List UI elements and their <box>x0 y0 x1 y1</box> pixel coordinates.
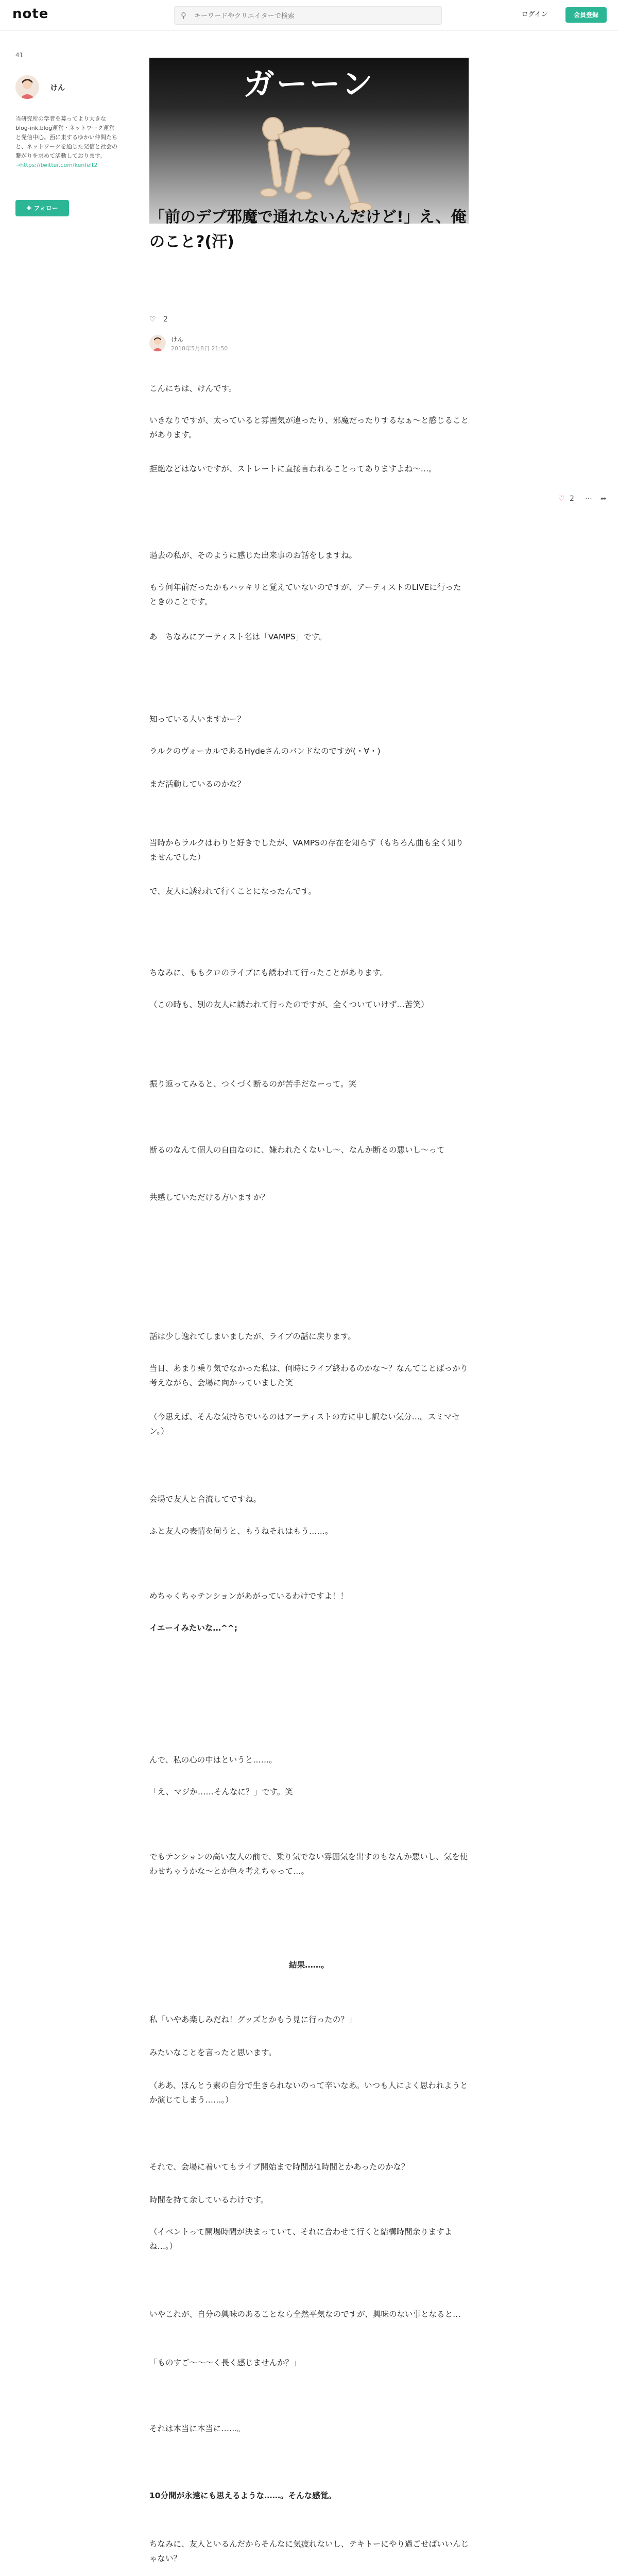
follow-button[interactable] <box>15 200 69 216</box>
paragraph: それで、会場に着いてもライブ開始まで時間が1時間とかあったのかな？ <box>149 2162 409 2172</box>
heart-icon[interactable]: ♡ <box>149 315 156 324</box>
article-title: 「前のデブ邪魔で通れないんだけど!」え、俺のこと?(汗) <box>149 208 467 251</box>
paragraph: いやこれが、自分の興味のあることなら全然平気なのですが、興味のない事となると… <box>149 2310 461 2319</box>
float-like-count: 2 <box>570 495 574 503</box>
float-heart-icon[interactable]: ♡ <box>558 495 565 503</box>
paragraph: 結果……。 <box>289 1960 329 1970</box>
paragraph: 共感していただける方いますか？ <box>149 1193 269 1202</box>
paragraph: でもテンションの高い友人の前で、乗り気でない雰囲気を出すのもなんか悪いし、気を使わせちゃうかな〜とか色々考えちゃって…。 <box>149 1852 468 1876</box>
paragraph: （今思えば、そんな気持ちでいるのはアーティストの方に申し訳ない気分…。スミマセン。） <box>149 1412 460 1436</box>
more-icon[interactable]: ⋯ <box>585 495 592 503</box>
paragraph: 会場で友人と合流してですね。 <box>149 1495 262 1504</box>
paragraph: 断るのなんて個人の自由なのに、嫌われたくないし〜、なんか断るの悪いし〜って <box>149 1145 445 1155</box>
paragraph: 10分間が永遠にも思えるような……。そんな感覚。 <box>149 2491 336 2500</box>
paragraph: 知っている人いますかー？ <box>149 715 246 724</box>
follow-icon: ✚ <box>26 205 34 212</box>
publish-date: 2018年5月8日 21:50 <box>171 345 228 352</box>
author-bio-text: 当研究所の学者を募ってより大きなblog-ink.blog運営・ネットワーク運営と発信中心。西に東するゆかい仲間たちと、ネットワークを通じた発信と社会の繋がりを求めて活動しております。 <box>15 115 117 159</box>
paragraph: あ ちなみにアーティスト名は「VAMPS」です。 <box>149 632 327 641</box>
paragraph: ちなみに、友人といるんだからそんなに気疲れないし、テキトーにやり過ごせばいいんじゃない？ <box>149 2539 469 2563</box>
paragraph: んで、私の心の中はというと……。 <box>149 1755 277 1765</box>
floating-actions <box>558 495 615 507</box>
hero-image <box>149 58 469 224</box>
paragraph: ふと友人の表情を伺うと、もうねそれはもう……。 <box>149 1527 333 1536</box>
like-count: 2 <box>163 315 168 324</box>
paragraph: 「ものすご〜〜〜く長く感じませんか？」 <box>149 2358 301 2367</box>
author-avatar[interactable] <box>15 75 39 99</box>
paragraph: めちゃくちゃテンションがあがっているわけですよ！！ <box>149 1591 349 1601</box>
paragraph: 時間を持て余しているわけです。 <box>149 2195 269 2205</box>
note-logo[interactable]: note <box>12 6 49 22</box>
paragraph: で、友人に誘われて行くことになったんです。 <box>149 887 316 896</box>
share-icon[interactable]: ➦ <box>600 495 607 503</box>
author-avatar-small[interactable] <box>149 335 166 351</box>
paragraph: 当時からラルクはわりと好きでしたが、VAMPSの存在を知らず（もちろん曲も全く知りませんでした） <box>149 838 464 862</box>
paragraph: こんにちは、けんです。 <box>149 384 237 393</box>
paragraph: ラルクのヴォーカルであるHydeさんのバンドなのですが(・∀・) <box>149 747 381 756</box>
author-bio <box>15 114 117 170</box>
author-name-small[interactable]: けん <box>171 336 184 343</box>
paragraph: 「え、マジか……そんなに？」です。笑 <box>149 1787 293 1797</box>
author-sidebar <box>15 52 118 212</box>
author-twitter-link[interactable]: →https://twitter.com/kenfelt2 <box>15 162 98 168</box>
paragraph: 振り返ってみると、つくづく断るのが苦手だなーって。笑 <box>149 1079 357 1089</box>
paragraph: 拒絶などはないですが、ストレートに直接言われることってありますよね〜…。 <box>149 464 437 473</box>
author-name[interactable]: けん <box>50 84 65 92</box>
paragraph: 私「いやあ楽しみだね！グッズとかもう見に行ったの？」 <box>149 2015 357 2024</box>
paragraph: いきなりですが、太っていると雰囲気が違ったり、邪魔だったりするなぁ〜と感じることがあります。 <box>149 416 469 439</box>
paragraph: 当日、あまり乗り気でなかった私は、何時にライブ終わるのかな〜？なんてことばっかり考えながら、会場に向かっていました笑 <box>149 1364 469 1387</box>
paragraph: もう何年前だったかもハッキリと覚えていないのですが、アーティストのLIVEに行ったときのことです。 <box>149 583 461 606</box>
paragraph: （イベントって開場時間が決まっていて、それに合わせて行くと結構時間余りますよね…。） <box>149 2227 453 2251</box>
search-input[interactable] <box>193 10 432 22</box>
paragraph: 話は少し逸れてしまいましたが、ライブの話に戻ります。 <box>149 1332 356 1341</box>
paragraph: イエーイみたいな…^^; <box>149 1623 238 1633</box>
paragraph: ちなみに、ももクロのライブにも誘われて行ったことがあります。 <box>149 968 388 977</box>
search-bar[interactable] <box>174 6 442 25</box>
follower-count: 41 <box>15 52 24 59</box>
follow-label: フォロー <box>33 205 58 212</box>
signup-button[interactable]: 会員登録 <box>565 7 607 23</box>
search-icon: ⚲ <box>181 11 186 20</box>
wooden-mannequin-figure <box>149 58 469 224</box>
paragraph: （この時も、別の友人に誘われて行ったのですが、全くついていけず…苦笑） <box>149 1000 429 1009</box>
paragraph: みたいなことを言ったと思います。 <box>149 2048 277 2057</box>
login-button[interactable]: ログイン <box>521 11 548 19</box>
paragraph: まだ活動しているのかな？ <box>149 779 246 789</box>
paragraph: 過去の私が、そのように感じた出来事のお話をしますね。 <box>149 551 357 560</box>
site-header <box>0 0 618 31</box>
hero-text: ガーーン <box>243 66 375 103</box>
like-row <box>149 315 168 324</box>
paragraph: それは本当に本当に……。 <box>149 2424 246 2433</box>
paragraph: （ああ、ほんとう素の自分で生きられないのって辛いなあ。いつも人によく思われようとか演じてしまう……。） <box>149 2081 468 2105</box>
